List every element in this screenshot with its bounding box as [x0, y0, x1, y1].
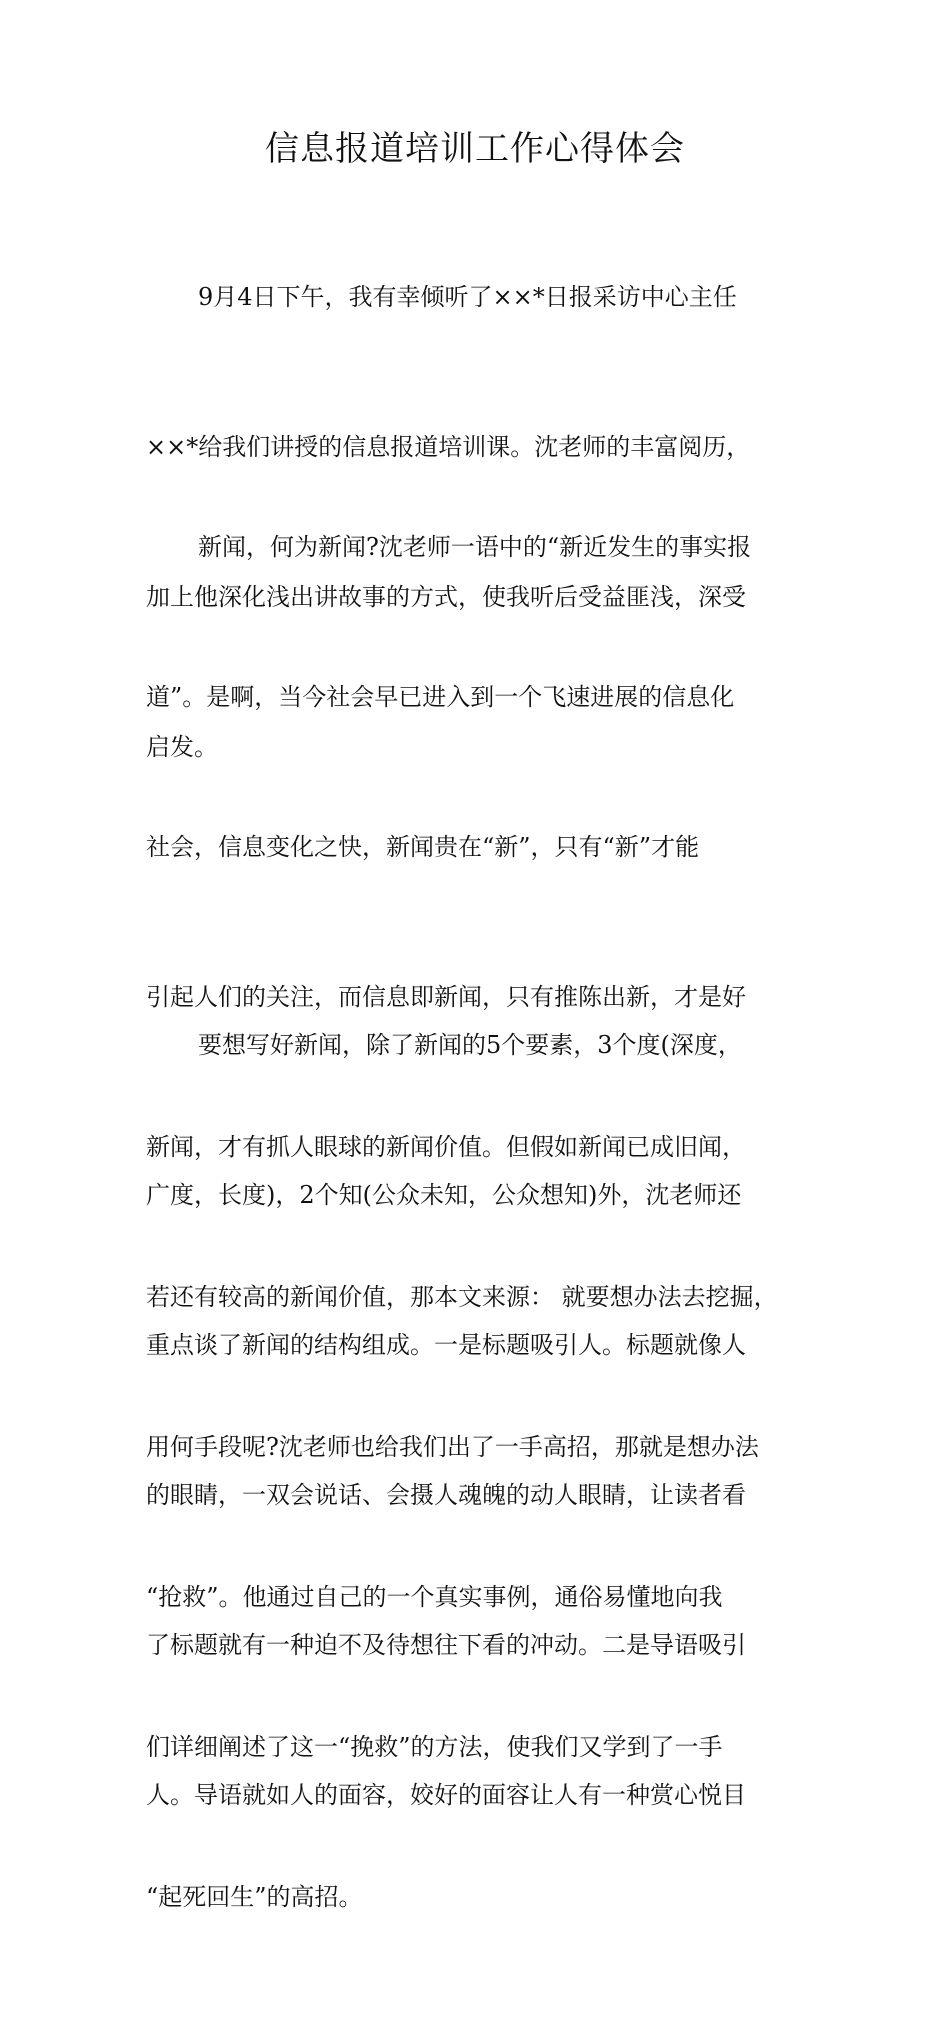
paragraph-line: 了标题就有一种迫不及待想往下看的冲动。二是导语吸引 — [146, 1631, 746, 1659]
paragraph-line: ××*给我们讲授的信息报道培训课。沈老师的丰富阅历， — [146, 433, 751, 461]
paragraph-line: 引起人们的关注，而信息即新闻，只有推陈出新，才是好 — [146, 983, 746, 1011]
paragraph-line: 用何手段呢?沈老师也给我们出了一手高招，那就是想办法 — [146, 1433, 759, 1461]
paragraph-line: 新闻，何为新闻?沈老师一语中的“新近发生的事实报 — [198, 533, 752, 561]
paragraph-line: 社会，信息变化之快，新闻贵在“新”，只有“新”才能 — [146, 833, 700, 861]
paragraph-line: “抢救”。他通过自己的一个真实事例，通俗易懂地向我 — [146, 1583, 723, 1611]
paragraph-line: 的眼睛，一双会说话、会摄人魂魄的动人眼睛，让读者看 — [146, 1481, 746, 1509]
paragraph-line: 新闻，才有抓人眼球的新闻价值。但假如新闻已成旧闻， — [146, 1133, 746, 1161]
paragraph-line: 们详细阐述了这一“挽救”的方法，使我们又学到了一手 — [146, 1733, 723, 1761]
paragraph-line: 9月4日下午，我有幸倾听了××*日报采访中心主任 — [198, 283, 737, 311]
paragraph-line: 启发。 — [146, 733, 218, 761]
paragraph-line: 若还有较高的新闻价值，那本文来源： 就要想办法去挖掘， — [146, 1283, 778, 1311]
paragraph-line: 人。导语就如人的面容，姣好的面容让人有一种赏心悦目 — [146, 1781, 746, 1809]
paragraph-line: 加上他深化浅出讲故事的方式，使我听后受益匪浅，深受 — [146, 583, 746, 611]
paragraph-3 — [146, 920, 826, 1920]
document-title: 信息报道培训工作心得体会 — [265, 129, 685, 169]
paragraph-line: “起死回生”的高招。 — [146, 1883, 363, 1911]
paragraph-line: 道”。是啊，当今社会早已进入到一个飞速进展的信息化 — [146, 683, 735, 711]
paragraph-line: 要想写好新闻，除了新闻的5个要素，3个度(深度， — [198, 1031, 742, 1059]
paragraph-line: 广度，长度)，2个知(公众未知，公众想知)外，沈老师还 — [146, 1181, 742, 1209]
paragraph-line: 重点谈了新闻的结构组成。一是标题吸引人。标题就像人 — [146, 1331, 746, 1359]
